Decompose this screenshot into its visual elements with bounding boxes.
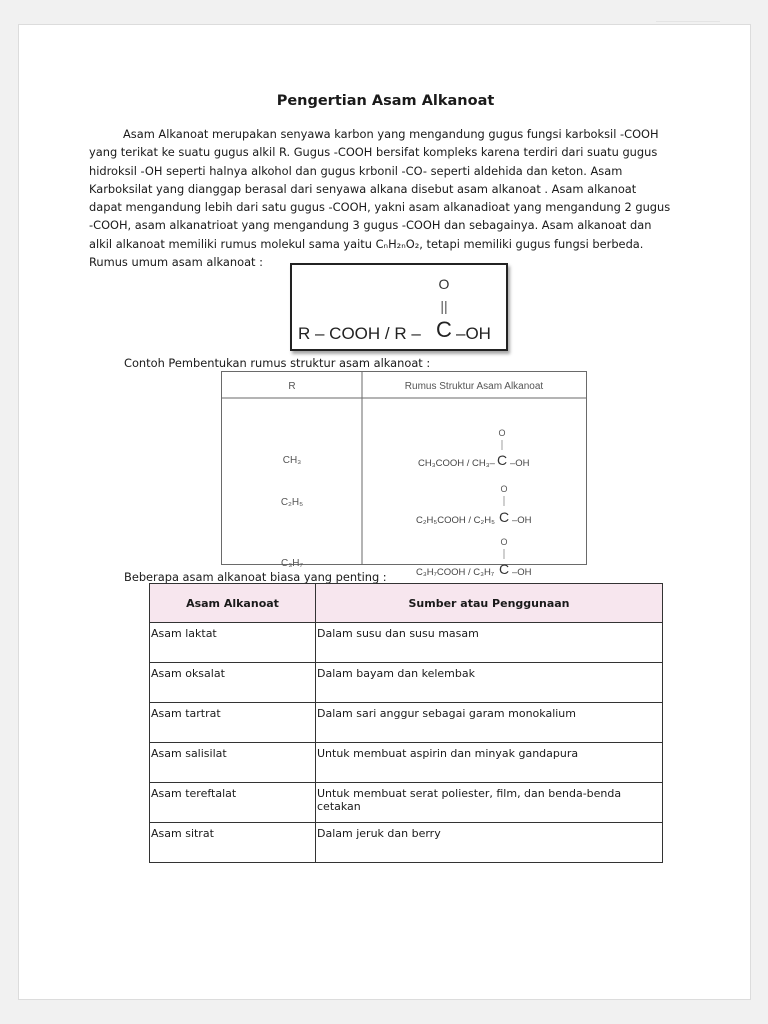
structure-row-oh: –OH [512, 515, 532, 526]
structure-header-rumus: Rumus Struktur Asam Alkanoat [404, 381, 544, 392]
structure-row-r: C₃H₇ [281, 558, 303, 569]
table-row [150, 703, 663, 743]
document-page [18, 24, 751, 1000]
acids-table-header-row [150, 584, 663, 623]
acid-name: Asam tereftalat [150, 783, 316, 823]
structure-row-r: CH₃ [282, 455, 302, 466]
acid-use: Dalam bayam dan kelembak [316, 663, 663, 703]
structure-table-image [221, 371, 587, 578]
table-row [150, 823, 663, 863]
formula-carbon: C [436, 317, 452, 342]
acids-header-use: Sumber atau Penggunaan [316, 584, 663, 623]
table-row [150, 663, 663, 703]
structure-row-r: C₂H₅ [280, 497, 304, 508]
acid-use: Untuk membuat serat poliester, film, dan benda-benda cetakan [316, 783, 663, 823]
table-row [150, 743, 663, 783]
structure-row-condensed: C₂H₅COOH / C₂H₅ [416, 515, 495, 526]
formula-left: R – COOH / R – [298, 324, 421, 343]
structure-row-carbon: C [498, 509, 510, 525]
structure-row-oxygen: O [500, 484, 508, 494]
general-formula-image [290, 263, 508, 351]
acids-section-label: Beberapa asam alkanoat biasa yang penting : [124, 570, 387, 584]
acid-name: Asam tartrat [150, 703, 316, 743]
acid-name: Asam laktat [150, 623, 316, 663]
acid-use: Dalam susu dan susu masam [316, 623, 663, 663]
acid-name: Asam sitrat [150, 823, 316, 863]
table-row [150, 623, 663, 663]
acid-use: Dalam sari anggur sebagai garam monokalium [316, 703, 663, 743]
structure-row-carbon: C [498, 561, 510, 577]
structure-row-oxygen: O [500, 537, 508, 547]
intro-paragraph-text: Asam Alkanoat merupakan senyawa karbon yang mengandung gugus fungsi karboksil -COOH yang terikat ke suatu gugus alkil R. Gugus -COOH bersifat kompleks karena terdiri dari suatu gugus hidroksil -OH seperti halnya alkohol dan gugus krbonil -CO- seperti aldehida dan keton. Asam Karboksilat yang dianggap berasal dari senyawa alkana disebut asam alkanoat . Asam alkanoat dapat mengandung lebih dari satu gugus -COOH, yakni asam alkanadioat yang mengandung 2 gugus -COOH, asam alkanatrioat yang mengandung 3 gugus -COOH dan sebagainya. Asam alkanoat dan alkil alkanoat memiliki rumus molekul sama yaitu CₙH₂ₙO₂, tetapi memiliki gugus fungsi berbeda. Rumus umum asam alkanoat : [89, 127, 671, 270]
formula-double-bond: || [440, 298, 448, 314]
structure-section-label: Contoh Pembentukan rumus struktur asam alkanoat : [124, 356, 431, 370]
acids-table [149, 583, 663, 863]
acids-header-name: Asam Alkanoat [150, 584, 316, 623]
acid-use: Untuk membuat aspirin dan minyak gandapura [316, 743, 663, 783]
structure-row-oh: –OH [512, 567, 532, 578]
structure-row-condensed: C₃H₇COOH / C₃H₇ [416, 567, 495, 578]
acid-name: Asam salisilat [150, 743, 316, 783]
acid-name: Asam oksalat [150, 663, 316, 703]
structure-row-oh: –OH [510, 458, 530, 469]
page-title: Pengertian Asam Alkanoat [276, 93, 495, 109]
acid-use: Dalam jeruk dan berry [316, 823, 663, 863]
table-row [150, 783, 663, 823]
page-edge-mark [656, 21, 720, 22]
formula-right: –OH [456, 324, 491, 343]
formula-oxygen: O [438, 276, 450, 292]
structure-row-condensed: CH₃COOH / CH₃– [418, 458, 495, 469]
intro-paragraph [89, 125, 671, 271]
structure-header-r: R [288, 381, 296, 392]
general-formula-svg [292, 265, 506, 349]
structure-row-carbon: C [496, 452, 508, 468]
structure-table-svg [222, 372, 586, 578]
structure-row-oxygen: O [498, 428, 506, 438]
